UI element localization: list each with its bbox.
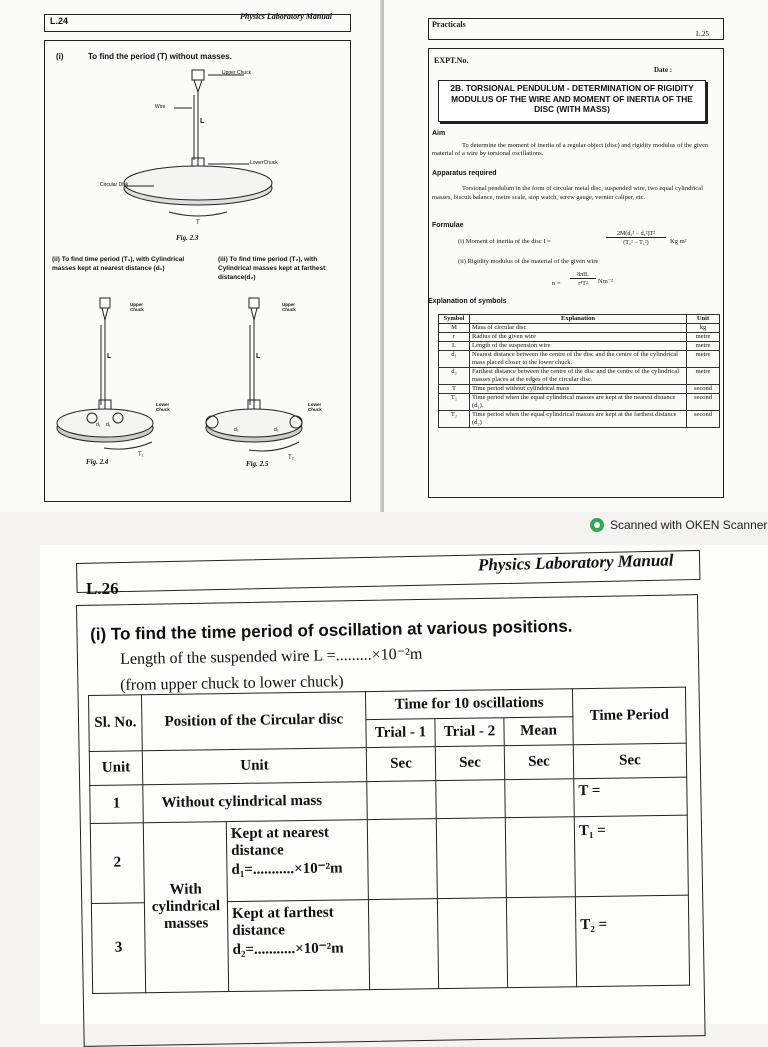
- row1-mean: [505, 779, 575, 818]
- label-upper-chuck-iii: Upper Chuck: [282, 302, 296, 312]
- formula-1-numerator: 2M(d₂² − d₁²)T²: [606, 231, 666, 238]
- explanation-cell: Length of the suspension wire: [470, 342, 687, 351]
- symbols-row: [439, 333, 720, 342]
- row1-slno: 1: [90, 785, 144, 824]
- row3-distance: d₂=...........×10⁻²m: [232, 940, 344, 959]
- label-wire: Wire: [155, 104, 166, 110]
- symbols-row: [439, 368, 720, 385]
- formulae-label: Formulae: [432, 222, 464, 229]
- symbols-row: [439, 394, 720, 411]
- unit-trial1: Sec: [366, 747, 435, 782]
- explanation-cell: Radius of the given wire: [470, 333, 687, 342]
- fig-24-caption: Fig. 2.4: [86, 458, 109, 466]
- symbol-cell: r: [439, 333, 470, 342]
- row1-trial2: [436, 780, 506, 819]
- page-l25: [384, 0, 768, 512]
- row2-trial1: [367, 819, 437, 900]
- fig-25-caption: Fig. 2.5: [246, 460, 269, 468]
- symbols-header-unit: Unit: [687, 315, 720, 324]
- unit-cell: kg: [687, 324, 720, 333]
- row1-trial1: [367, 781, 437, 820]
- label-d1-b: d₁: [106, 422, 111, 428]
- unit-mean: Sec: [504, 745, 573, 780]
- row1-position: Without cylindrical mass: [143, 782, 368, 823]
- row2-position-cell: [226, 820, 368, 902]
- experiment-title: 2B. TORSIONAL PENDULUM - DETERMINATION OF RIGIDITY MODULUS OF THE WIRE AND MOMENT OF INERTIA OF THE DISC (WITH MASS): [450, 83, 694, 114]
- header-time-period: Time Period: [572, 687, 686, 745]
- formula-1-denominator: (T₂² − T₁²): [623, 240, 649, 246]
- expt-no: EXPT.No.: [434, 56, 469, 65]
- header-slno: Sl. No.: [89, 695, 143, 752]
- page-number: L.25: [696, 30, 710, 38]
- aim-text: To determine the moment of inertia of a regular object (disc) and rigidity modulus of the given material of a wire by torsional oscillations.: [432, 142, 709, 157]
- explanation-cell: Time period when the equal cylindrical masses are kept at the nearest distance (d₁).: [470, 394, 687, 411]
- symbols-table: [438, 314, 720, 428]
- label-lower-chuck: LowerChuck: [250, 160, 278, 166]
- explanation-cell: Time period without cylindrical mass: [470, 385, 687, 394]
- row3-trial1: [368, 899, 438, 990]
- unit-cell: second: [687, 394, 720, 411]
- aim-label: Aim: [432, 130, 446, 137]
- symbol-cell: M: [439, 324, 470, 333]
- unit-period: Sec: [573, 743, 686, 779]
- row3-position-cell: [227, 900, 369, 992]
- row3-mean: [506, 897, 576, 988]
- unit-cell: metre: [687, 342, 720, 351]
- row2-position: Kept at nearest distance: [230, 824, 330, 860]
- symbols-row: [439, 411, 720, 428]
- formula-2-denominator: r⁴T²: [578, 281, 588, 287]
- formula-2-lhs: n =: [552, 280, 561, 287]
- explanation-cell: Farthest distance between the centre of the disc and the centre of the cylindrical masses places at the edges of the circular disc.: [470, 368, 687, 385]
- header-position: Position of the Circular disc: [142, 692, 367, 751]
- symbols-row: [439, 342, 720, 351]
- row3-position: Kept at farthest distance: [231, 904, 334, 940]
- header-title: Physics Laboratory Manual: [240, 12, 333, 21]
- heading-iii: (iii) To find time period (T₂), with Cylindrical masses kept at farthest distance(d₂): [218, 256, 326, 281]
- unit-label: Unit: [89, 751, 142, 786]
- length-line: Length of the suspended wire L =.........×10⁻²m: [120, 645, 423, 668]
- row2-mean: [505, 817, 575, 898]
- label-circular-disk: Circular Disk: [100, 182, 129, 188]
- header-time10: Time for 10 oscillations: [365, 689, 572, 720]
- label-d2-b: d₂: [274, 427, 279, 433]
- page-number: L.24: [50, 16, 69, 26]
- label-T: T: [196, 220, 200, 226]
- explanation-cell: Mass of circular disc: [470, 324, 687, 333]
- from-line: (from upper chuck to lower chuck): [120, 673, 344, 694]
- apparatus-label: Apparatus required: [432, 170, 497, 177]
- label-L: L: [200, 118, 205, 125]
- formula-2-numerator: 8πIL: [570, 272, 596, 279]
- symbols-header-explanation: Explanation: [470, 315, 687, 324]
- symbols-header-symbol: Symbol: [439, 315, 470, 324]
- page-l26: [40, 545, 768, 1024]
- row2-period: T₁ =: [574, 815, 688, 897]
- row2-distance: d₁=...........×10⁻²m: [231, 860, 343, 879]
- formula-2-unit: Nm⁻²: [598, 278, 614, 285]
- row3-slno: 3: [91, 903, 145, 994]
- scanner-text: Scanned with OKEN Scanner: [610, 518, 768, 532]
- label-T2: T₂: [288, 455, 294, 461]
- header-left: Practicals: [432, 20, 466, 29]
- symbol-cell: d₂: [439, 368, 470, 385]
- label-lower-chuck-iii: Lower Chuck: [308, 402, 322, 412]
- formula-1-unit: Kg m²: [670, 238, 687, 245]
- row3-period: T₂ =: [575, 895, 689, 987]
- symbols-row: [439, 324, 720, 333]
- label-L-ii: L: [107, 353, 112, 360]
- unit-cell: second: [687, 411, 720, 428]
- label-lower-chuck-ii: Lower Chuck: [156, 402, 170, 412]
- explanation-cell: Time period when the equal cylindrical masses are kept at the farthest distance (d₂): [470, 411, 687, 428]
- unit-cell: metre: [687, 368, 720, 385]
- label-d1: d₁: [96, 422, 101, 428]
- symbol-cell: T₁: [439, 394, 470, 411]
- header-title: Physics Laboratory Manual: [477, 550, 674, 575]
- label-upper-chuck: Upper Chuck: [222, 70, 252, 76]
- symbols-row: [439, 351, 720, 368]
- page-l24: [0, 0, 382, 512]
- page-header-box: [428, 18, 724, 40]
- fig-23-drawing: [124, 70, 272, 216]
- scanner-logo-icon: [590, 518, 604, 532]
- fig-24-drawing: [57, 298, 153, 449]
- unit-cell: metre: [687, 351, 720, 368]
- unit-trial2: Sec: [435, 746, 504, 781]
- symbol-cell: d₁: [439, 351, 470, 368]
- unit-cell: second: [687, 385, 720, 394]
- symbol-cell: T: [439, 385, 470, 394]
- unit-cell: metre: [687, 333, 720, 342]
- fig-25-drawing: [206, 298, 302, 451]
- label-T1: T₁: [138, 452, 144, 458]
- symbol-cell: T₂: [439, 411, 470, 428]
- symbols-label: Explanation of symbols: [428, 298, 507, 305]
- section-heading: (i) To find the time period of oscillation at various positions.: [90, 616, 573, 644]
- label-d2: d₂: [234, 427, 239, 433]
- with-masses-label: With cylindrical masses: [143, 822, 228, 993]
- row3-trial2: [437, 898, 507, 989]
- apparatus-text: Torsional pendulum in the form of circular metal disc, suspended wire, two equal cylindrical masses, biscuit balance, metre scale, stop watch, screw gauge, vernier caliper, etc.: [432, 185, 703, 201]
- row1-period: T =: [574, 777, 688, 817]
- formula-2-label: (ii) Rigidity modulus of the material of the given wire: [458, 258, 599, 265]
- symbols-row: [439, 385, 720, 394]
- scanner-watermark: [590, 518, 767, 532]
- unit-value: Unit: [142, 748, 366, 785]
- explanation-cell: Nearest distance between the centre of the disc and the centre of the cylindrical mass placed closer to the lower chuck.: [470, 351, 687, 368]
- upper-chuck-shape: [192, 70, 204, 80]
- header-trial2: Trial - 2: [435, 718, 504, 747]
- heading-i-num: (i): [56, 52, 64, 61]
- formula-1-label: (i) Moment of inertia of the disc I =: [458, 238, 551, 245]
- heading-ii: (ii) To find time period (T₁), with Cylindrical masses kept at nearest distance (d₁): [52, 256, 185, 272]
- row2-trial2: [436, 818, 506, 899]
- symbol-cell: L: [439, 342, 470, 351]
- observation-table: [88, 687, 690, 994]
- header-mean: Mean: [504, 717, 573, 746]
- page-number: L.26: [86, 579, 119, 598]
- heading-i: To find the period (T) without masses.: [88, 52, 232, 61]
- fig-23-caption: Fig. 2.3: [176, 234, 199, 242]
- label-L-iii: L: [256, 353, 261, 360]
- date-label: Date :: [654, 66, 673, 74]
- row2-slno: 2: [90, 823, 144, 904]
- label-upper-chuck-ii: Upper Chuck: [130, 302, 144, 312]
- header-trial1: Trial - 1: [366, 719, 435, 748]
